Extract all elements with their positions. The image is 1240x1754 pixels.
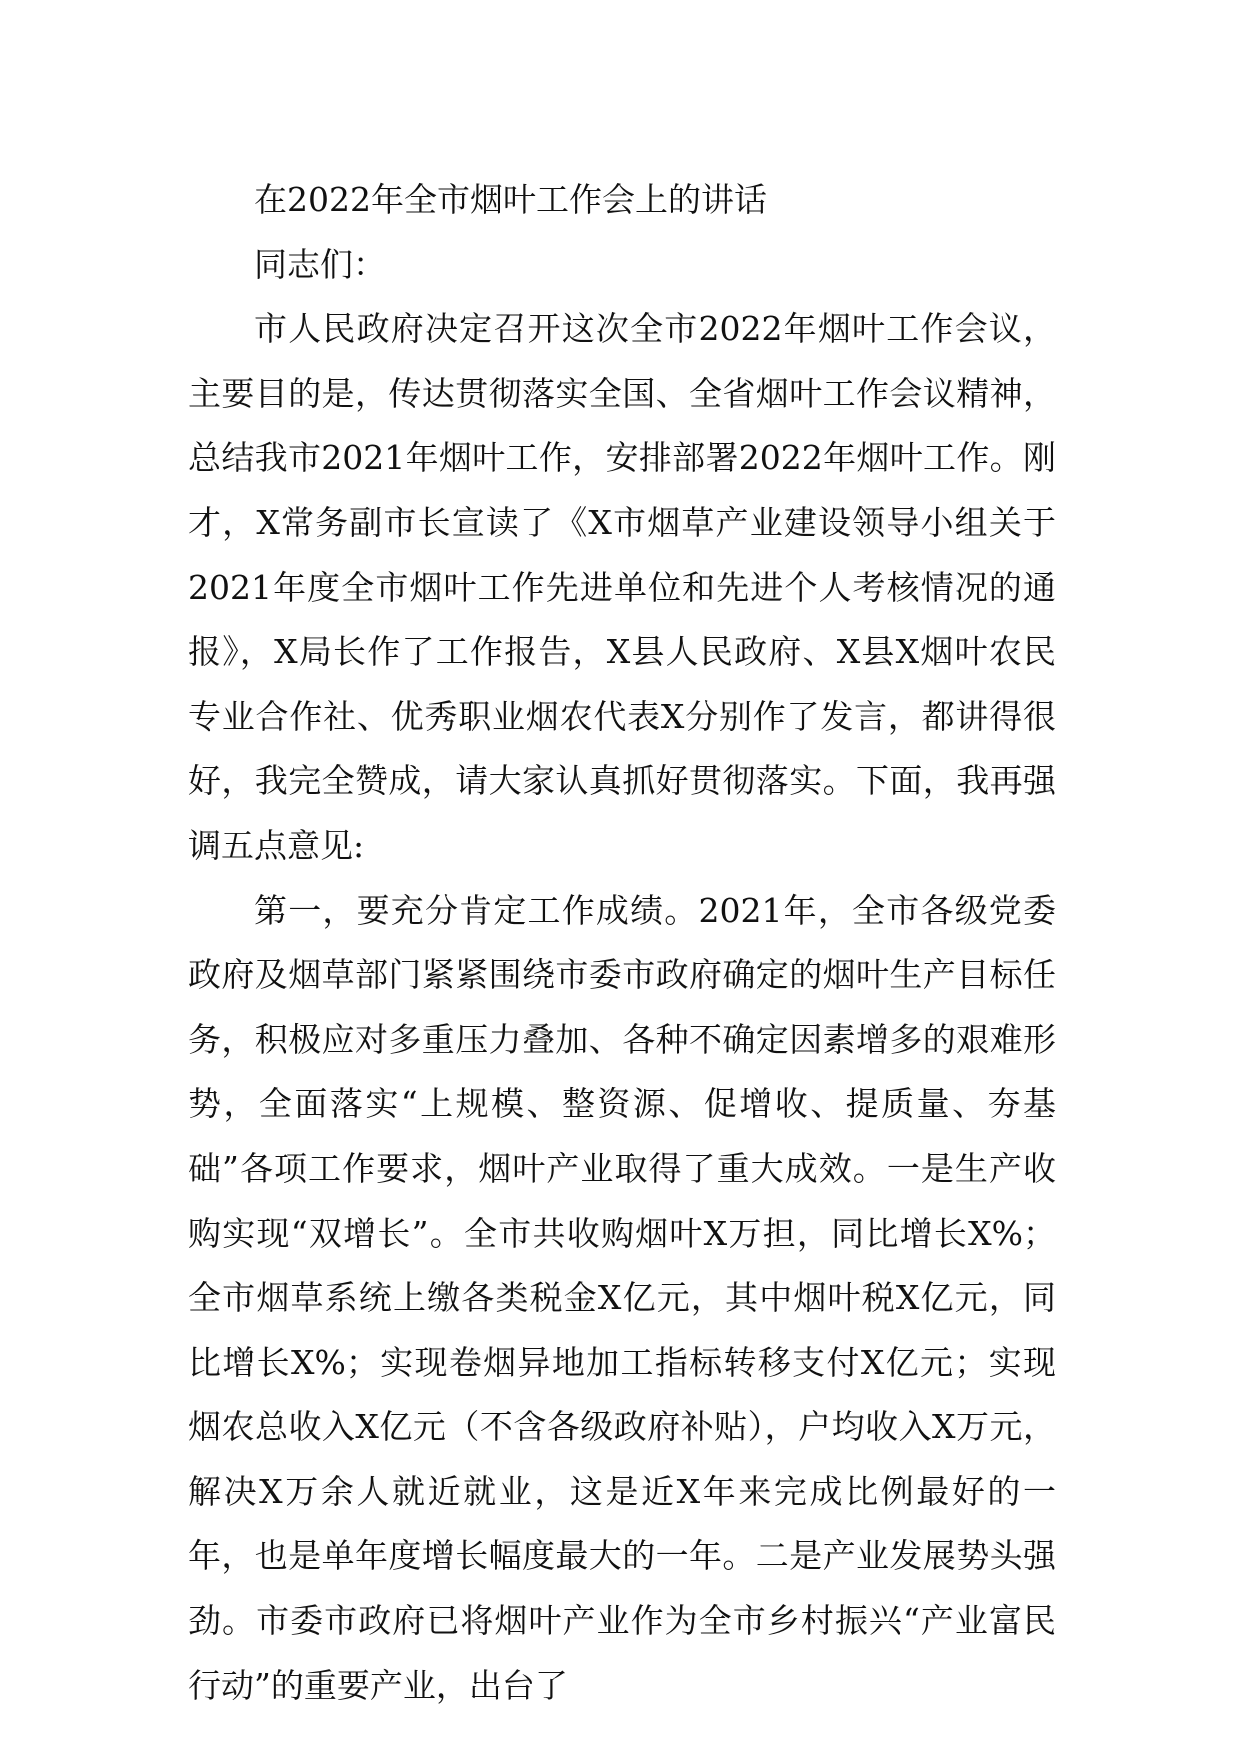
document-title: 在2022年全市烟叶工作会上的讲话 [254, 180, 767, 219]
salutation: 同志们： [254, 244, 386, 284]
paragraph-first-point: 第一，要充分肯定工作成绩。2021年，全市各级党委政府及烟草部门紧紧围绕市委市政府确定的烟叶生产目标任务，积极应对多重压力叠加、各种不确定因素增多的艰难形势，全面落实“上规模、整资源、促增收、提质量、夯基础”各项工作要求，烟叶产业取得了重大成效。一是生产收购实现“双增长”。全市共收购烟叶X万担，同比增长X%；全市烟草系统上缴各类税金X亿元，其中烟叶税X亿元，同比增长X%；实现卷烟异地加工指标转移支付X亿元；实现烟农总收入X亿元（不含各级政府补贴），户均收入X万元，解决X万余人就近就业，这是近X年来完成比例最好的一年，也是单年度增长幅度最大的一年。二是产业发展势头强劲。市委市政府已将烟叶产业作为全市乡村振兴“产业富民行动”的重要产业，出台了 [188, 890, 1056, 1705]
paragraph-opening: 市人民政府决定召开这次全市2022年烟叶工作会议，主要目的是，传达贯彻落实全国、全省烟叶工作会议精神，总结我市2021年烟叶工作，安排部署2022年烟叶工作。刚才，X常务副市长宣读了《X市烟草产业建设领导小组关于2021年度全市烟叶工作先进单位和先进个人考核情况的通报》，X局长作了工作报告，X县人民政府、X县X烟叶农民专业合作社、优秀职业烟农代表X分别作了发言，都讲得很好，我完全赞成，请大家认真抓好贯彻落实。下面，我再强调五点意见: [188, 309, 1056, 865]
speech-body [188, 168, 1056, 1718]
